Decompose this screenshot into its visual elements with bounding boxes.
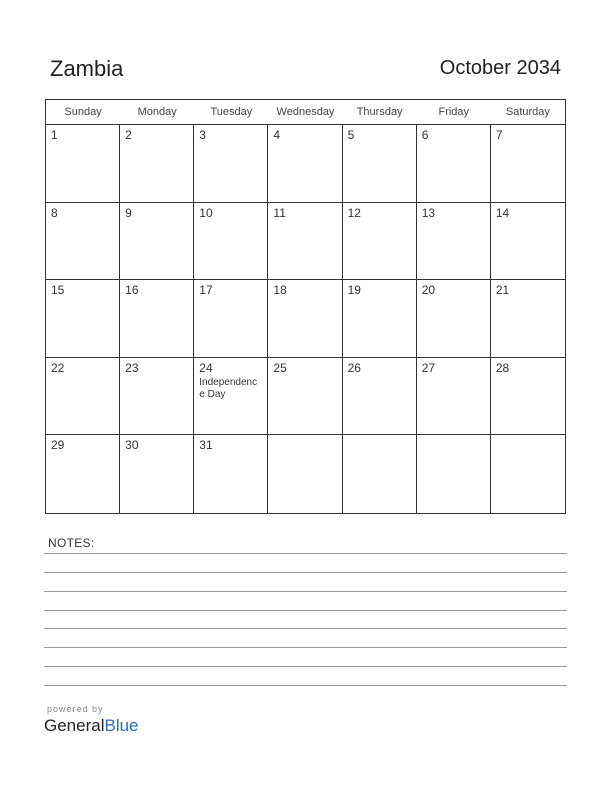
day-cell xyxy=(46,203,120,281)
day-cell xyxy=(491,358,565,436)
day-number: 16 xyxy=(125,283,139,298)
day-cell xyxy=(343,125,417,203)
notes-line xyxy=(44,553,567,554)
brand-part-blue: Blue xyxy=(104,716,139,735)
day-number: 21 xyxy=(495,283,510,298)
day-number: 26 xyxy=(347,360,361,375)
day-number: 28 xyxy=(495,360,510,375)
day-cell xyxy=(417,280,491,358)
calendar-grid xyxy=(45,99,566,514)
day-cell xyxy=(46,280,120,358)
day-cell xyxy=(268,435,342,513)
day-number: 7 xyxy=(495,128,503,142)
day-number: 1 xyxy=(51,128,58,142)
day-cell xyxy=(46,125,120,203)
day-cell xyxy=(194,280,268,358)
day-cell xyxy=(120,435,194,513)
day-cell xyxy=(268,358,342,436)
day-number: 30 xyxy=(125,438,139,453)
notes-label: NOTES: xyxy=(48,536,95,550)
day-number: 8 xyxy=(51,205,58,220)
day-cell xyxy=(268,125,342,203)
day-number: 24 xyxy=(199,360,213,375)
day-cell xyxy=(120,203,194,281)
day-cell xyxy=(194,203,268,281)
day-cells xyxy=(46,125,565,513)
day-number: 22 xyxy=(51,360,65,375)
day-number: 19 xyxy=(347,283,361,298)
notes-line xyxy=(44,610,567,611)
day-number: 27 xyxy=(421,360,436,375)
day-number: 4 xyxy=(273,128,281,142)
day-number: 20 xyxy=(421,283,436,298)
weekday-sunday: Sunday xyxy=(64,106,102,118)
day-number: 18 xyxy=(273,283,287,298)
day-cell xyxy=(194,435,268,513)
day-number: 23 xyxy=(125,360,139,375)
day-cell xyxy=(417,125,491,203)
day-number: 29 xyxy=(51,438,65,453)
day-cell xyxy=(417,203,491,281)
day-cell xyxy=(491,125,565,203)
day-cell xyxy=(268,203,342,281)
day-number: 10 xyxy=(199,205,213,220)
day-cell xyxy=(417,358,491,436)
weekday-monday: Monday xyxy=(137,106,177,118)
country-title: Zambia xyxy=(50,56,124,81)
day-cell xyxy=(46,435,120,513)
day-number: 2 xyxy=(125,128,132,142)
day-cell xyxy=(120,280,194,358)
weekday-friday: Friday xyxy=(438,106,470,118)
brand-logo xyxy=(44,716,139,736)
day-cell xyxy=(268,280,342,358)
day-cell xyxy=(46,358,120,436)
weekday-wednesday: Wednesday xyxy=(276,106,335,118)
day-cell xyxy=(417,435,491,513)
day-cell xyxy=(120,358,194,436)
day-number: 11 xyxy=(273,205,286,220)
day-number: 9 xyxy=(125,205,132,220)
day-cell xyxy=(343,280,417,358)
day-number: 17 xyxy=(199,283,213,298)
holiday-label: Independence Day xyxy=(199,376,258,400)
notes-line xyxy=(44,628,567,629)
weekday-thursday: Thursday xyxy=(356,106,403,118)
day-number: 5 xyxy=(347,128,355,142)
day-cell xyxy=(343,435,417,513)
day-number: 25 xyxy=(273,360,287,375)
powered-by-text: powered by xyxy=(47,704,104,714)
day-cell xyxy=(491,435,565,513)
notes-line xyxy=(44,591,567,592)
month-title: October 2034 xyxy=(439,57,561,79)
notes-line xyxy=(44,666,567,667)
notes-line xyxy=(44,572,567,573)
day-number: 3 xyxy=(199,128,206,142)
weekday-header xyxy=(46,100,565,125)
weekday-tuesday: Tuesday xyxy=(210,106,253,118)
day-number: 12 xyxy=(347,205,361,220)
weekday-saturday: Saturday xyxy=(505,106,550,118)
day-cell xyxy=(491,203,565,281)
day-number: 6 xyxy=(421,128,429,142)
day-cell xyxy=(343,203,417,281)
brand-part-general: General xyxy=(44,716,105,735)
notes-line xyxy=(44,647,567,648)
day-cell xyxy=(491,280,565,358)
day-cell xyxy=(194,358,268,436)
day-number: 14 xyxy=(495,205,510,220)
day-number: 15 xyxy=(51,283,65,298)
day-number: 13 xyxy=(421,205,436,220)
day-cell xyxy=(120,125,194,203)
notes-line xyxy=(44,685,567,686)
day-cell xyxy=(194,125,268,203)
day-number: 31 xyxy=(199,438,213,453)
day-cell xyxy=(343,358,417,436)
